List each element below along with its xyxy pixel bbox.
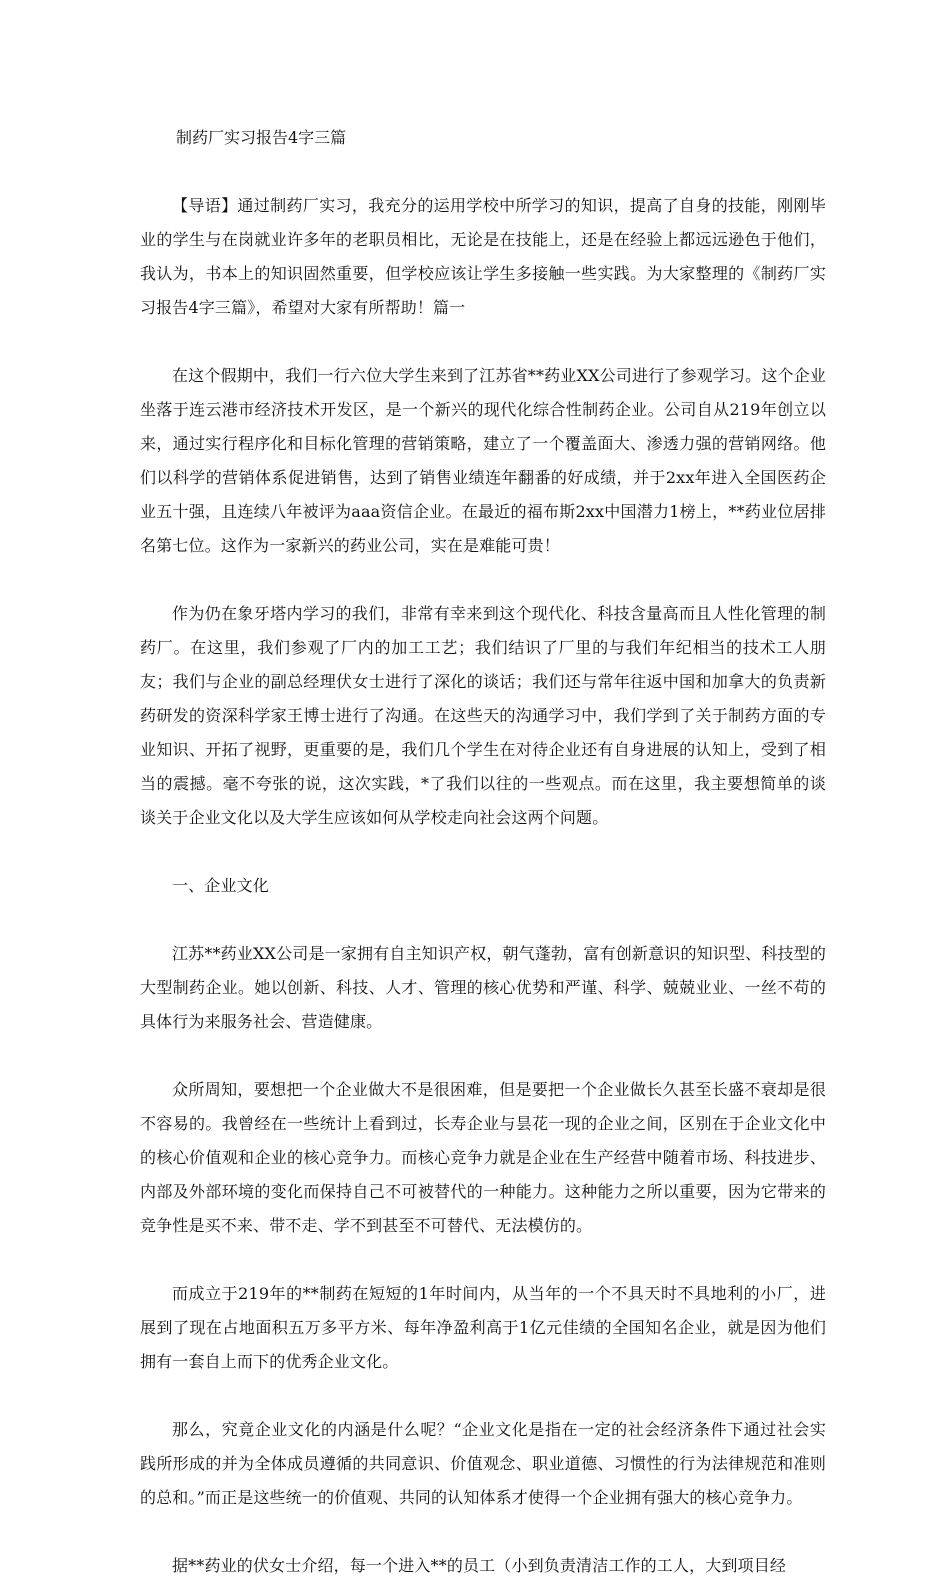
paragraph: 据**药业的伏女士介绍，每一个进入**的员工（小到负责清洁工作的工人，大到项目经 <box>172 1556 787 1575</box>
spacer <box>140 1039 826 1073</box>
paragraph: 而成立于219年的**制药在短短的1年时间内，从当年的一个不具天时不具地利的小厂，进展到了现在占地面积五万多平方米、每年净盈利高于1亿元佳绩的全国知名企业，就是因为他们拥有一套自上而下的优秀企业文化。 <box>140 1284 826 1371</box>
paragraph: 那么，究竟企业文化的内涵是什么呢？“企业文化是指在一定的社会经济条件下通过社会实践所形成的并为全体成员遵循的共同意识、价值观念、职业道德、习惯性的行为法律规范和准则的总和。”而正是这些统一的价值观、共同的认知体系才使得一个企业拥有强大的核心竞争力。 <box>140 1420 826 1507</box>
spacer <box>140 903 826 937</box>
spacer <box>140 563 826 597</box>
paragraph: 众所周知，要想把一个企业做大不是很困难，但是要把一个企业做长久甚至长盛不衰却是很不容易的。我曾经在一些统计上看到过，长寿企业与昙花一现的企业之间，区别在于企业文化中的核心价值观和企业的核心竞争力。而核心竞争力就是企业在生产经营中随着市场、科技进步、内部及外部环境的变化而保持自己不可被替代的一种能力。这种能力之所以重要，因为它带来的竞争性是买不来、带不走、学不到甚至不可替代、无法模仿的。 <box>140 1080 826 1235</box>
spacer <box>140 1515 826 1549</box>
paragraph: 江苏**药业XX公司是一家拥有自主知识产权，朝气蓬勃，富有创新意识的知识型、科技型的大型制药企业。她以创新、科技、人才、管理的核心优势和严谨、科学、兢兢业业、一丝不苟的具体行为来服务社会、营造健康。 <box>140 944 826 1031</box>
spacer <box>140 155 826 189</box>
spacer <box>140 1243 826 1277</box>
document-title: 制药厂实习报告4字三篇 <box>176 128 347 147</box>
paragraph: 在这个假期中，我们一行六位大学生来到了江苏省**药业XX公司进行了参观学习。这个企业坐落于连云港市经济技术开发区，是一个新兴的现代化综合性制药企业。公司自从219年创立以来，通过实行程序化和目标化管理的营销策略，建立了一个覆盖面大、渗透力强的营销网络。他们以科学的营销体系促进销售，达到了销售业绩连年翻番的好成绩，并于2xx年进入全国医药企业五十强，且连续八年被评为aaa资信企业。在最近的福布斯2xx中国潜力1榜上，**药业位居排名第七位。这作为一家新兴的药业公司，实在是难能可贵！ <box>140 366 826 555</box>
spacer <box>140 325 826 359</box>
spacer <box>140 835 826 869</box>
document-body <box>140 121 826 1583</box>
spacer <box>140 1379 826 1413</box>
paragraph-intro: 【导语】通过制药厂实习，我充分的运用学校中所学习的知识，提高了自身的技能，刚刚毕业的学生与在岗就业许多年的老职员相比，无论是在技能上，还是在经验上都远远逊色于他们，我认为，书本上的知识固然重要，但学校应该让学生多接触一些实践。为大家整理的《制药厂实习报告4字三篇》，希望对大家有所帮助！篇一 <box>140 196 826 317</box>
section-heading: 一、企业文化 <box>172 876 269 895</box>
paragraph: 作为仍在象牙塔内学习的我们，非常有幸来到这个现代化、科技含量高而且人性化管理的制药厂。在这里，我们参观了厂内的加工工艺；我们结识了厂里的与我们年纪相当的技术工人朋友；我们与企业的副总经理伏女士进行了深化的谈话；我们还与常年往返中国和加拿大的负责新药研发的资深科学家王博士进行了沟通。在这些天的沟通学习中，我们学到了关于制药方面的专业知识、开拓了视野，更重要的是，我们几个学生在对待企业还有自身进展的认知上，受到了相当的震撼。毫不夸张的说，这次实践，*了我们以往的一些观点。而在这里，我主要想简单的谈谈关于企业文化以及大学生应该如何从学校走向社会这两个问题。 <box>140 604 826 827</box>
